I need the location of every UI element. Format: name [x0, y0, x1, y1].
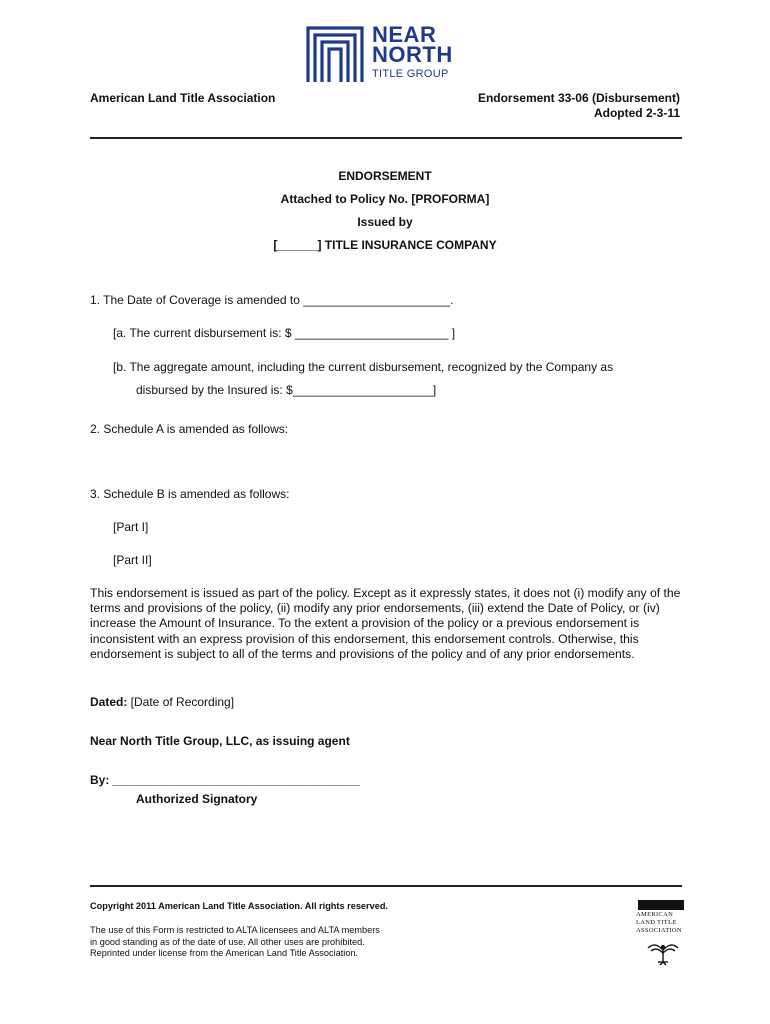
alta-line-2: LAND TITLE: [636, 919, 677, 926]
signature-line: By: _____________________________________: [90, 773, 360, 787]
schedule-b-part-2: [Part II]: [113, 553, 152, 567]
alta-logo-bar: [638, 900, 684, 910]
authorized-signatory: Authorized Signatory: [136, 792, 258, 806]
usage-line-1: The use of this Form is restricted to ALTA licensees and ALTA members: [90, 925, 380, 935]
issued-by: Issued by: [357, 215, 413, 229]
eagle-icon: [646, 938, 680, 968]
logo-line-north: NORTH: [372, 42, 453, 67]
logo-line-near: NEAR: [372, 22, 437, 47]
footer-divider: [90, 885, 682, 887]
insurance-company: [______] TITLE INSURANCE COMPANY: [273, 238, 497, 252]
item-1a-current-disbursement: [a. The current disbursement is: $ _______________________ ]: [113, 326, 456, 340]
item-1-date-of-coverage: 1. The Date of Coverage is amended to ______________________.: [90, 293, 454, 307]
alta-logo-text: [636, 911, 690, 935]
near-north-logo: [306, 22, 466, 84]
dated-line: [90, 695, 234, 710]
logo-line-title-group: TITLE GROUP: [372, 68, 449, 80]
building-icon: [306, 26, 366, 82]
attached-to-policy: Attached to Policy No. [PROFORMA]: [280, 192, 490, 206]
issuing-agent: Near North Title Group, LLC, as issuing agent: [90, 734, 350, 748]
header-endorsement-info: [478, 91, 680, 121]
copyright-notice: Copyright 2011 American Land Title Association. All rights reserved.: [90, 901, 388, 911]
item-1b-aggregate-line1: [b. The aggregate amount, including the current disbursement, recognized by the Company as: [113, 360, 614, 374]
alta-line-1: AMERICAN: [636, 911, 674, 918]
header-divider: [90, 137, 682, 139]
alta-logo: [632, 900, 688, 970]
item-1b-aggregate-line2: disbursed by the Insured is: $_____________________]: [136, 383, 437, 397]
adopted-date: Adopted 2-3-11: [593, 106, 680, 120]
item-3-schedule-b: 3. Schedule B is amended as follows:: [90, 487, 290, 501]
endorsement-number: Endorsement 33-06 (Disbursement): [477, 91, 680, 105]
alta-line-3: ASSOCIATION: [636, 927, 682, 934]
usage-line-3: Reprinted under license from the American Land Title Association.: [90, 948, 359, 958]
schedule-b-part-1: [Part I]: [113, 520, 149, 534]
endorsement-paragraph: This endorsement is issued as part of the policy. Except as it expressly states, it does not (i) modify any of the terms and provisions of the policy, (ii) modify any prior endorsements, (iii) extend the Date of Policy, or (iv) increase the Amount of Insurance. To the extent a provision of the policy or a previous endorsement is inconsistent with an express provision of this endorsement, this endorsement controls. Otherwise, this endorsement is subject to all of the terms and provisions of the policy and of any prior endorsements.: [90, 586, 681, 661]
dated-value: [Date of Recording]: [127, 695, 235, 709]
endorsement-heading: ENDORSEMENT: [338, 169, 432, 183]
dated-label: Dated:: [90, 695, 128, 709]
header-association: American Land Title Association: [90, 91, 276, 105]
usage-line-2: in good standing as of the date of use. All other uses are prohibited.: [90, 936, 365, 947]
item-2-schedule-a: 2. Schedule A is amended as follows:: [90, 422, 289, 436]
usage-restriction: [90, 925, 380, 960]
